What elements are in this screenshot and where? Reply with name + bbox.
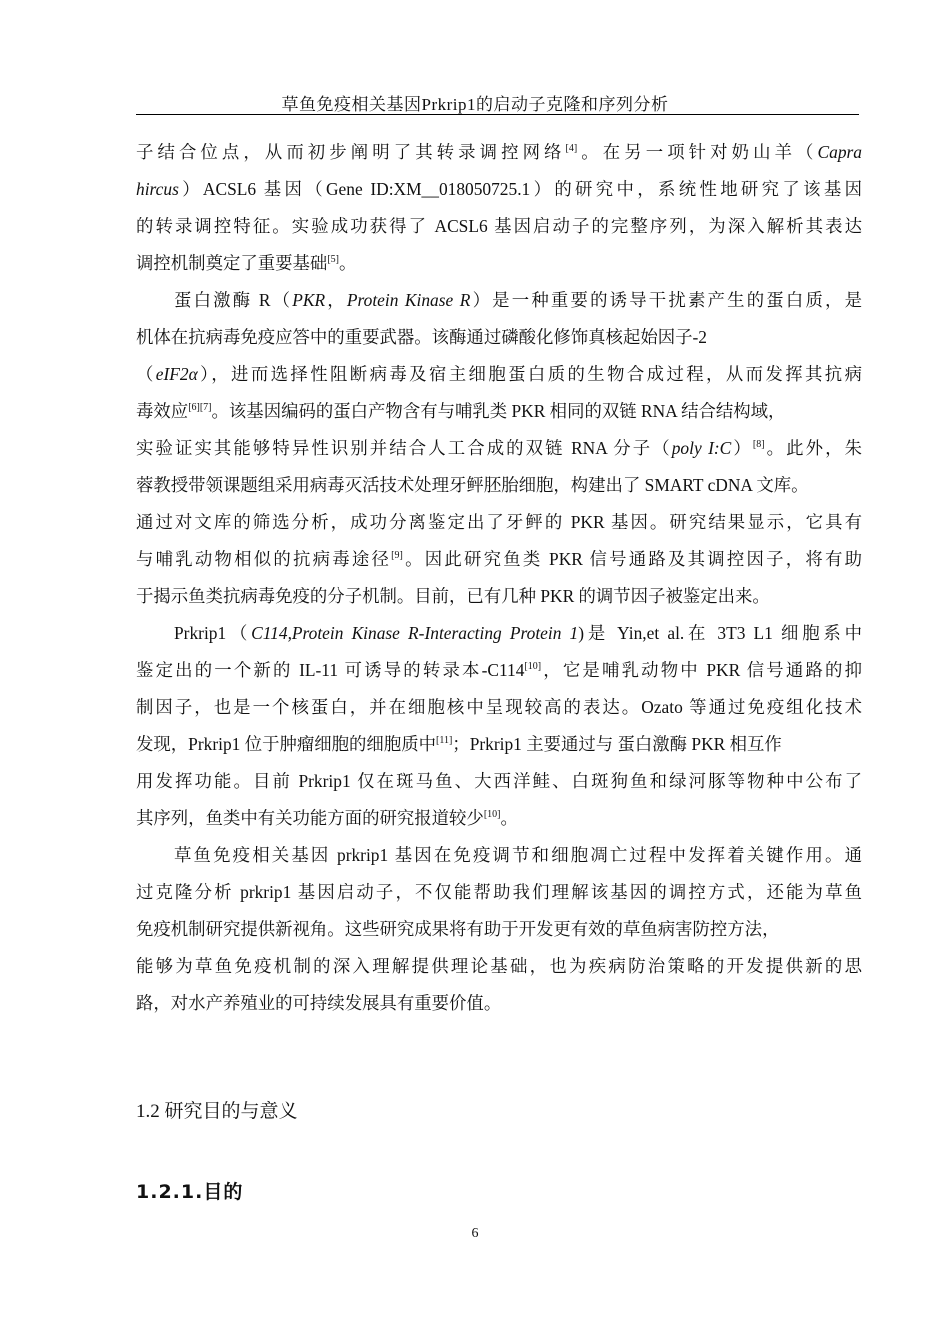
text-line: [136, 208, 862, 245]
text-line: [136, 726, 862, 763]
text-run: （: [136, 364, 156, 384]
text-run: 用发挥功能。目前 Prkrip1 仅在斑马鱼、大西洋鲑、白斑狗鱼和绿河豚等物种中公布了: [136, 771, 862, 791]
text-run: 草鱼免疫相关基因 prkrip1 基因在免疫调节和细胞凋亡过程中发挥着关键作用。通: [174, 845, 862, 865]
italic-term: poly I:C: [671, 438, 732, 458]
text-line: [136, 800, 862, 837]
section-heading-1-2: 1.2 研究目的与意义: [136, 1101, 298, 1122]
text-run: 过克隆分析 prkrip1 基因启动子，不仅能帮助我们理解该基因的调控方式，还能为草鱼: [136, 882, 862, 902]
text-line: [136, 356, 862, 393]
text-run: 。该基因编码的蛋白产物含有与哺乳类 PKR 相同的双链 RNA 结合结构域，: [211, 401, 786, 421]
text-run: 实验证实其能够特异性识别并结合人工合成的双链 RNA 分子（: [136, 438, 672, 458]
text-line: [136, 504, 862, 541]
text-run: 。: [500, 808, 518, 828]
text-run: 路，对水产养殖业的可持续发展具有重要价值。: [136, 993, 502, 1013]
text-run: ，: [325, 290, 347, 310]
text-run: 的转录调控特征。实验成功获得了 ACSL6 基因启动子的完整序列，为深入解析其表达: [136, 216, 862, 236]
citation-ref: [4]: [565, 143, 578, 154]
body-text: [136, 134, 862, 1022]
text-line: [136, 837, 862, 874]
page-number: 6: [471, 1226, 479, 1241]
text-line: [136, 134, 862, 171]
text-run: 鉴定出的一个新的 IL-11 可诱导的转录本-C114: [136, 660, 525, 680]
text-line: [136, 763, 862, 800]
text-run: ）ACSL6 基因（Gene ID:XM__018050725.1）的研究中，系统性地研究了该基因: [178, 179, 862, 199]
text-line: [136, 948, 862, 985]
text-line: [136, 615, 862, 652]
text-run: 。此外，朱: [764, 438, 862, 458]
text-line: [136, 578, 862, 615]
paragraph: [136, 837, 862, 1022]
text-run: Prkrip1（: [174, 623, 252, 643]
citation-ref: [11]: [436, 735, 453, 746]
italic-term: Capra: [817, 142, 862, 162]
text-run: 毒效应: [136, 401, 189, 421]
text-run: ；Prkrip1 主要通过与 蛋白激酶 PKR 相互作: [452, 734, 782, 754]
text-line: [136, 430, 862, 467]
text-run: 其序列，鱼类中有关功能方面的研究报道较少: [136, 808, 484, 828]
text-run: 。在另一项针对奶山羊（: [577, 142, 818, 162]
text-line: [136, 171, 862, 208]
text-run: 通过对文库的筛选分析，成功分离鉴定出了牙鲆的 PKR 基因。研究结果显示，它具有: [136, 512, 862, 532]
text-run: 调控机制奠定了重要基础: [136, 253, 328, 273]
text-run: 。因此研究鱼类 PKR 信号通路及其调控因子，将有助: [402, 549, 862, 569]
text-run: 于揭示鱼类抗病毒免疫的分子机制。目前，已有几种 PKR 的调节因子被鉴定出来。: [136, 586, 770, 606]
citation-ref: [5]: [327, 254, 339, 265]
paragraph: [136, 615, 862, 837]
text-run: 制因子，也是一个核蛋白，并在细胞核中呈现较高的表达。Ozato 等通过免疫组化技术: [136, 697, 862, 717]
citation-ref: [6][7]: [188, 402, 212, 413]
text-line: [136, 541, 862, 578]
citation-ref: [9]: [391, 550, 403, 561]
text-line: [136, 689, 862, 726]
text-run: )是 Yin,et al.在 3T3 L1 细胞系中: [578, 623, 862, 643]
text-line: [136, 985, 862, 1022]
subsection-heading-1-2-1: 1.2.1.目的: [136, 1181, 244, 1203]
text-line: [136, 282, 862, 319]
italic-term: hircus: [136, 179, 179, 199]
text-line: [136, 467, 862, 504]
italic-term: eIF2α: [155, 364, 198, 384]
paragraph: [136, 282, 862, 615]
paragraph: [136, 134, 862, 282]
text-line: [136, 393, 862, 430]
text-line: [136, 319, 862, 356]
text-line: [136, 874, 862, 911]
text-run: 蛋白激酶 R（: [174, 290, 293, 310]
text-run: ，它是哺乳动物中 PKR 信号通路的抑: [541, 660, 862, 680]
text-line: [136, 245, 862, 282]
text-line: [136, 652, 862, 689]
text-run: ）: [731, 438, 753, 458]
text-run: 能够为草鱼免疫机制的深入理解提供理论基础，也为疾病防治策略的开发提供新的思: [136, 956, 862, 976]
text-run: ）是一种重要的诱导干扰素产生的蛋白质，是: [470, 290, 862, 310]
text-run: 蓉教授带领课题组采用病毒灭活技术处理牙鲆胚胎细胞，构建出了 SMART cDNA 文库。: [136, 475, 809, 495]
italic-term: PKR: [292, 290, 326, 310]
text-run: 免疫机制研究提供新视角。这些研究成果将有助于开发更有效的草鱼病害防控方法，: [136, 919, 780, 939]
text-run: 与哺乳动物相似的抗病毒途径: [136, 549, 392, 569]
citation-ref: [10]: [524, 661, 542, 672]
italic-term: Protein Kinase R: [346, 290, 471, 310]
citation-ref: [8]: [752, 439, 765, 450]
citation-ref: [10]: [483, 809, 501, 820]
header-rule: [136, 114, 859, 115]
text-run: 机体在抗病毒免疫应答中的重要武器。该酶通过磷酸化修饰真核起始因子-2: [136, 327, 707, 347]
text-run: 发现，Prkrip1 位于肿瘤细胞的细胞质中: [136, 734, 436, 754]
running-header: 草鱼免疫相关基因Prkrip1的启动子克隆和序列分析: [281, 95, 669, 114]
text-run: 。: [338, 253, 357, 273]
text-run: ），进而选择性阻断病毒及宿主细胞蛋白质的生物合成过程，从而发挥其抗病: [197, 364, 862, 384]
text-run: 子结合位点，从而初步阐明了其转录调控网络: [136, 142, 566, 162]
text-line: [136, 911, 862, 948]
italic-term: C114,Protein Kinase R-Interacting Protein 1: [251, 623, 579, 643]
